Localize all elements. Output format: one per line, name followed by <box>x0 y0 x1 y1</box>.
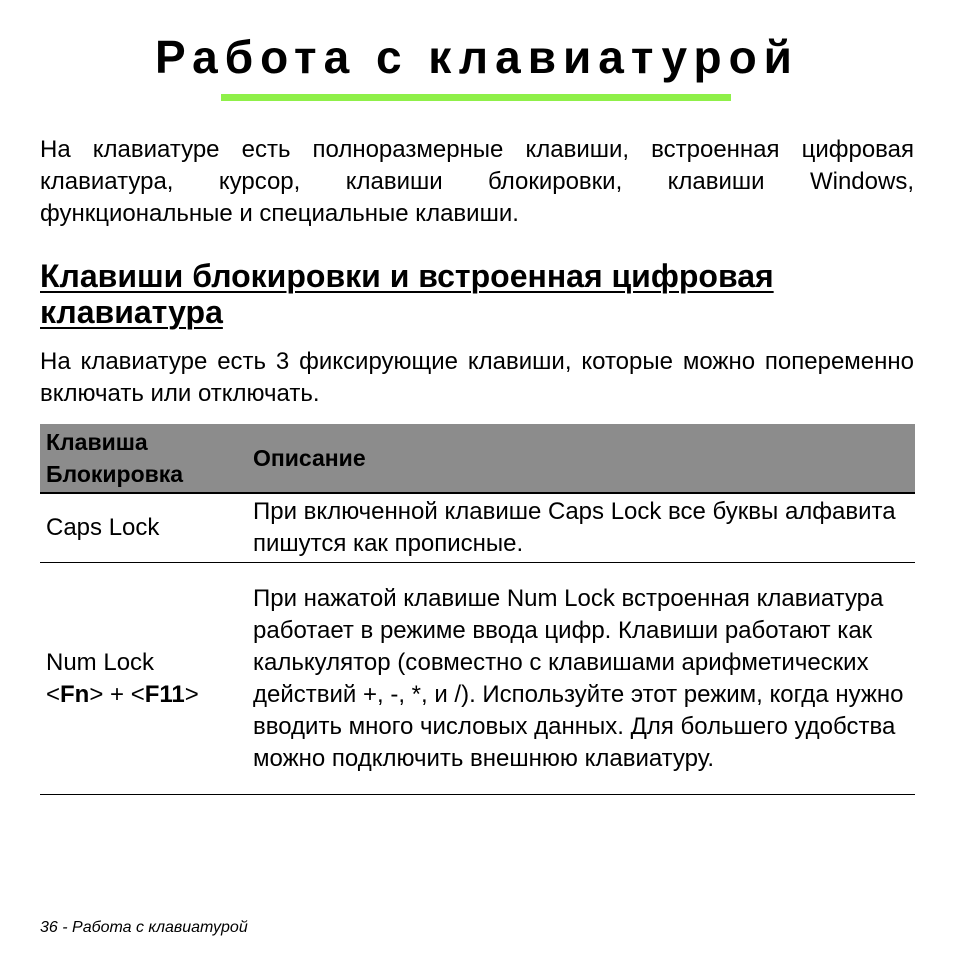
key-name-num-lock: Num Lock <box>46 648 155 676</box>
key-cell-num-lock <box>40 563 253 795</box>
section-heading <box>40 258 920 330</box>
page-footer: 36 - Работа с клавиатурой <box>40 919 248 936</box>
shortcut-lt: < <box>46 680 61 708</box>
description-cell-num-lock: При нажатой клавише Num Lock встроенная клавиатура работает в режиме ввода цифр. Клавиши работают как калькулятор (совместно с клавишами арифметических действий +, -, *, и /). Используйте этот режим, когда нужно вводить много числовых данных. Для большего удобства можно подключить внешнюю клавиатуру. <box>253 563 915 795</box>
key-cell-caps-lock: Caps Lock <box>40 493 253 563</box>
page-title: Работа с клавиатурой <box>155 31 799 83</box>
section-heading-text: Клавиши блокировки и встроенная цифровая клавиатура <box>40 258 774 330</box>
shortcut-gt: > <box>89 680 104 708</box>
table-row <box>40 563 915 795</box>
table-row <box>40 493 915 563</box>
section-paragraph: На клавиатуре есть 3 фиксирующие клавиши, которые можно попеременно включать или отключать. <box>40 348 914 407</box>
header-key-line1: Клавиша <box>46 429 148 455</box>
header-description-cell: Описание <box>253 424 915 493</box>
shortcut-gt: > <box>184 680 199 708</box>
intro-paragraph: На клавиатуре есть полноразмерные клавиши, встроенная цифровая клавиатура, курсор, клавиши блокировки, клавиши Windows, функциональные и специальные клавиши. <box>40 136 914 227</box>
lock-keys-table <box>40 424 915 795</box>
f11-key-label: F11 <box>144 680 185 708</box>
header-key-line2: Блокировка <box>46 461 184 487</box>
shortcut-lt: < <box>130 680 145 708</box>
key-shortcut <box>46 679 253 711</box>
description-cell-caps-lock: При включенной клавише Caps Lock все буквы алфавита пишутся как прописные. <box>253 493 915 563</box>
table-header-row <box>40 424 915 493</box>
fn-key-label: Fn <box>60 680 90 708</box>
shortcut-plus: + <box>103 680 131 708</box>
title-underline-bar <box>221 94 731 101</box>
header-key-cell <box>40 424 253 493</box>
